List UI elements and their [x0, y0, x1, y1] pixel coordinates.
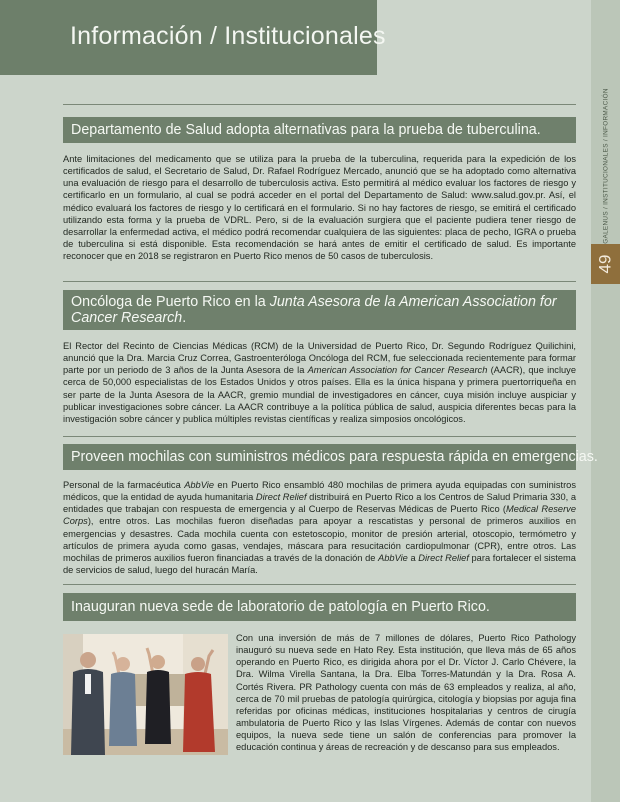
section-body: Con una inversión de más de 7 millones de dólares, Puerto Rico Pathology inauguró su nueva sede en Hato Rey. Esta institución, que lleva más de 65 años operando en Puerto Rico, es dirigida ahora por el Dr. Víctor J. Carlo Chévere, la Dra. Wilma Virella Santana, la Dra. Elba Torres-Matundán y la Dra. Rosa A. Cortés Rivera. PR Pathology cuenta con más de 63 empleados y realiza, al año, cerca de 70 mil pruebas de patología quirúrgica, citología y biopsias por aguja fina referidas por oficinas médicas, instituciones hospitalarias y centros de cirugía ambulatoria de Puerto Rico y las Islas Vírgenes. Además de contar con nuevos equipos, la nueva sede tiene un salón de conferencias para promover la educación continua y áreas de recreación y de descanso para sus empleados. [236, 633, 576, 753]
section-heading [63, 593, 576, 621]
page-number-tab [591, 244, 620, 284]
inauguration-photo [63, 634, 228, 755]
section-heading [63, 444, 598, 470]
section-rule [63, 584, 576, 585]
section-rule [63, 104, 576, 105]
page-number: 49 [595, 254, 615, 274]
section-heading [63, 290, 576, 330]
section-heading-text: Inauguran nueva sede de laboratorio de patología en Puerto Rico. [71, 599, 490, 615]
running-header: GALENUS / INSTITUCIONALES / INFORMACIÓN [602, 88, 610, 244]
section-body: Ante limitaciones del medicamento que se utiliza para la prueba de la tuberculina, requerida para la expedición de los certificados de salud, el Secretario de Salud, Dr. Rafael Rodríguez Mercado, anunció que se ha adoptado como alternativa una evaluación de riesgo para el desarrollo de tuberculosis activa. Esto permitirá al médico evaluar los factores de riesgo y certificarlo en un formulario, al cual se podrá acceder en el portal del Departamento de Salud: www.salud.gov.pr. Así, el médico evaluará los factores de riesgo y lo certificará en el formulario. Si no hay factores de riesgo, se emitirá el certificado utilizando esta forma y la prueba de VDRL. Pero, si de la evaluación surgiera que el paciente pudiera tener riesgo de desarrollar la enfermedad activa, el médico podrá recomendar cualquiera de las siguientes: placa de pecho, IGRA o prueba de tuberculina si está disponible. Esta recomendación se hará antes de emitir el certificado de salud. Es importante reconocer que en 2018 se registraron en Puerto Rico menos de 50 casos de tuberculosis. [63, 154, 576, 262]
section-heading-text: Proveen mochilas con suministros médicos para respuesta rápida en emergencias. [71, 449, 598, 465]
section-body: El Rector del Recinto de Ciencias Médicas (RCM) de la Universidad de Puerto Rico, Dr. Segundo Rodríguez Quilichini, anunció que la Dra. Marcia Cruz Correa, Gastroenteróloga Oncóloga del RCM, fue seleccionada recientemente para formar parte por un periodo de 3 años de la Junta Asesora de la American Association for Cancer Research (AACR), que incluye cerca de 50,000 especialistas de los Estados Unidos y otros países. Ella es la única hispana y primera puertorriqueña en ser parte de la Junta Asesora de la AACR, gremio mundial de investigadores en cáncer, cuya misión incluye auspiciar y publicar investigaciones sobre cáncer. La AACR contribuye a la política pública de salud, auspicia diferentes becas para la investigación sobre cáncer y publica múltiples revistas científicas y realiza simposios oncológicos. [63, 341, 577, 424]
section-heading-text: Departamento de Salud adopta alternativas para la prueba de tuberculina. [71, 122, 541, 138]
section-rule [63, 436, 576, 437]
page-title: Información / Institucionales [70, 22, 386, 50]
inauguration-photo-illustration [63, 634, 228, 755]
section-body: Personal de la farmacéutica AbbVie en Puerto Rico ensambló 480 mochilas de primera ayuda equipadas con suministros médicos, que la entidad de ayuda humanitaria Direct Relief distribuirá en Puerto Rico a los Centros de Salud Primaria 330, a entidades que trabajan con respuesta de emergencia y al Cuerpo de Reservas Médicas de Puerto Rico (Medical Reserve Corps), entre otros. Las mochilas fueron diseñadas para apoyar a rescatistas y personal de primeros auxilios en emergencias y desastres. Cada mochila cuenta con estetoscopio, monitor de presión arterial, otoscopio, termómetro y artículos de primera ayuda como gasas, vendajes, máscara para resucitación cardiopulmonar (CPR), entre otros. Las mochilas de primeros auxilios fueron financiadas a través de la donación de AbbVie a Direct Relief para fortalecer el sistema de servicios de salud, luego del huracán María. [63, 480, 576, 576]
section-heading [63, 117, 576, 143]
section-rule [63, 281, 576, 282]
section-heading-text: Oncóloga de Puerto Rico en la Junta Asesora de la American Association for Cancer Research. [71, 294, 557, 326]
